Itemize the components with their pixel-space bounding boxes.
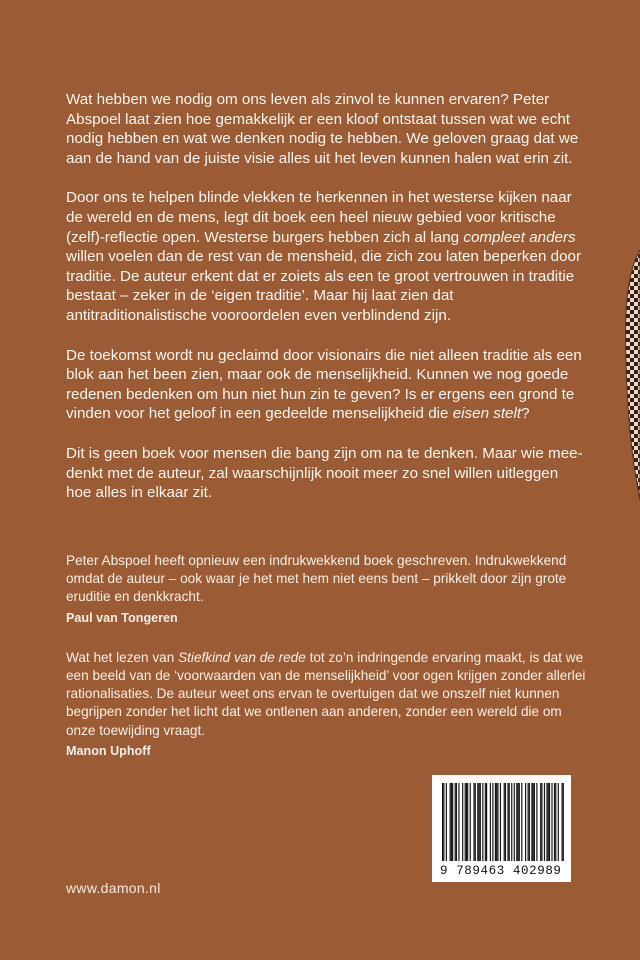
barcode-bar bbox=[528, 783, 529, 861]
endorsement-1-author: Paul van Tongeren bbox=[66, 610, 178, 625]
barcode-bar bbox=[514, 783, 515, 861]
barcode-bar bbox=[544, 783, 545, 861]
blurb-paragraph-2-end: willen voelen dan de rest van de mensheid, die zich zou laten beperken door traditie. De auteur erkent dat er zoiets als een te groot vertrouwen in traditie bestaat – zeker in de ‘eigen traditie’. Maar hij laat zien dat antitraditionalistische vooroordelen even verblindend zijn. bbox=[66, 248, 582, 324]
blurb-paragraph-2 bbox=[66, 188, 586, 325]
barcode-bar bbox=[492, 783, 493, 861]
barcode-bar bbox=[517, 783, 518, 861]
barcode-bar bbox=[462, 783, 463, 861]
barcode-bar bbox=[504, 783, 505, 861]
blurb-paragraph-3-emphasis: eisen stelt bbox=[452, 405, 522, 423]
barcode-bar bbox=[551, 783, 552, 861]
barcode-bar bbox=[521, 783, 522, 861]
barcode-bar bbox=[561, 783, 562, 861]
barcode-bar bbox=[496, 783, 497, 861]
barcode-bar bbox=[554, 783, 555, 861]
endorsements bbox=[66, 552, 586, 782]
barcode-bar bbox=[540, 783, 541, 861]
publisher-website[interactable]: www.damon.nl bbox=[66, 880, 161, 896]
isbn-barcode bbox=[432, 775, 571, 882]
barcode-bar bbox=[546, 783, 547, 861]
barcode-bar bbox=[452, 783, 453, 861]
endorsement-2-book-title: Stiefkind van de rede bbox=[178, 649, 306, 665]
barcode-bar bbox=[446, 783, 447, 861]
barcode-bar bbox=[497, 783, 498, 861]
barcode-bar bbox=[478, 783, 479, 861]
barcode-bar bbox=[511, 783, 512, 861]
blurb-paragraph-3-start: De toekomst wordt nu geclaimd door visionairs die niet alleen traditie als een blok aan het been zien, maar ook de menselijkheid. Kunnen we nog goede redenen bedenken om hun niet hun zin te geven? Is er ergens een grond te vinden voor het geloof in een gedeelde menselijkheid die bbox=[66, 346, 582, 423]
barcode-bar bbox=[534, 783, 535, 861]
barcode-bar bbox=[548, 783, 549, 861]
barcode-bar bbox=[458, 783, 459, 861]
barcode-bar bbox=[455, 783, 456, 861]
barcode-bar bbox=[473, 783, 474, 861]
blurb-paragraph-2-start: Door ons te helpen blinde vlekken te herkennen in het westerse kijken naar de wereld en de mens, legt dit boek een heel nieuw gebied voor kritische (zelf)-reflectie open. Westerse burgers hebben zich al lang bbox=[66, 189, 572, 246]
barcode-bar bbox=[467, 783, 468, 861]
barcode-bar bbox=[451, 783, 452, 861]
isbn-digits: 9 789463 402989 bbox=[440, 864, 562, 878]
cover-pattern-edge bbox=[618, 250, 640, 500]
barcode-bar bbox=[531, 783, 532, 861]
barcode-bar bbox=[529, 783, 530, 861]
barcode-bar bbox=[477, 783, 478, 861]
barcode-bar bbox=[470, 783, 471, 861]
barcode-bar bbox=[509, 783, 510, 861]
barcode-bar bbox=[533, 783, 534, 861]
blurb-text bbox=[66, 90, 586, 523]
barcode-bar bbox=[482, 783, 483, 861]
barcode-bar bbox=[450, 783, 451, 861]
barcode-bar bbox=[516, 783, 517, 861]
barcode-bar bbox=[500, 783, 501, 861]
barcode-bar bbox=[486, 783, 487, 861]
barcode-bar bbox=[536, 783, 537, 861]
barcode-bar bbox=[549, 783, 550, 861]
endorsement-1 bbox=[66, 552, 586, 627]
barcode-bar bbox=[480, 783, 481, 861]
barcode-bar bbox=[475, 783, 476, 861]
endorsement-2-author: Manon Uphoff bbox=[66, 743, 151, 758]
barcode-bar bbox=[495, 783, 496, 861]
barcode-bars bbox=[432, 775, 571, 865]
barcode-bar bbox=[490, 783, 491, 861]
barcode-bar bbox=[442, 783, 443, 861]
endorsement-2 bbox=[66, 649, 586, 760]
endorsement-2-text-start: Wat het lezen van bbox=[66, 649, 179, 665]
barcode-bar bbox=[555, 783, 556, 861]
blurb-paragraph-4: Dit is geen boek voor mensen die bang zijn om na te denken. Maar wie mee-denkt met de auteur, zal waarschijnlijk nooit meer zo snel willen uitleggen hoe alles in elkaar zit. bbox=[66, 444, 583, 502]
barcode-bar bbox=[519, 783, 520, 861]
barcode-bar bbox=[456, 783, 457, 861]
blurb-paragraph-1: Wat hebben we nodig om ons leven als zinvol te kunnen ervaren? Peter Abspoel laat zien hoe gemakkelijk er een kloof ontstaat tussen wat we echt nodig hebben en wat we denken nodig te hebben. We geloven graag dat we aan de hand van de juiste visie alles uit het leven kunnen halen wat erin zit. bbox=[66, 91, 579, 167]
barcode-bar bbox=[505, 783, 506, 861]
blurb-paragraph-3 bbox=[66, 346, 586, 424]
blurb-paragraph-3-end: ? bbox=[521, 405, 530, 423]
blurb-paragraph-2-emphasis: compleet anders bbox=[463, 228, 576, 246]
barcode-bar bbox=[443, 783, 444, 861]
barcode-bar bbox=[563, 783, 564, 861]
barcode-bar bbox=[485, 783, 486, 861]
endorsement-2-text bbox=[66, 649, 586, 740]
barcode-bar bbox=[466, 783, 467, 861]
barcode-bar bbox=[541, 783, 542, 861]
barcode-bar bbox=[465, 783, 466, 861]
barcode-bar bbox=[507, 783, 508, 861]
endorsement-2-text-end: tot zo’n indringende ervaring maakt, is dat we een beeld van de ‘voorwaarden van de menselijkheid’ voor ogen krijgen zonder allerlei rationalisaties. De auteur weet ons ervan te overtuigen dat we onszelf niet kunnen begrijpen zonder het licht dat we ontlenen aan anderen, zonder een wereld die om onze toewijding vraagt. bbox=[66, 649, 586, 738]
barcode-bar bbox=[525, 783, 526, 861]
endorsement-1-text: Peter Abspoel heeft opnieuw een indrukwekkend boek geschreven. Indrukwekkend omdat de auteur – ook waar je het met hem niet eens bent – prikkelt door zijn grote eruditie en denkkracht. bbox=[66, 553, 567, 605]
barcode-bar bbox=[558, 783, 559, 861]
